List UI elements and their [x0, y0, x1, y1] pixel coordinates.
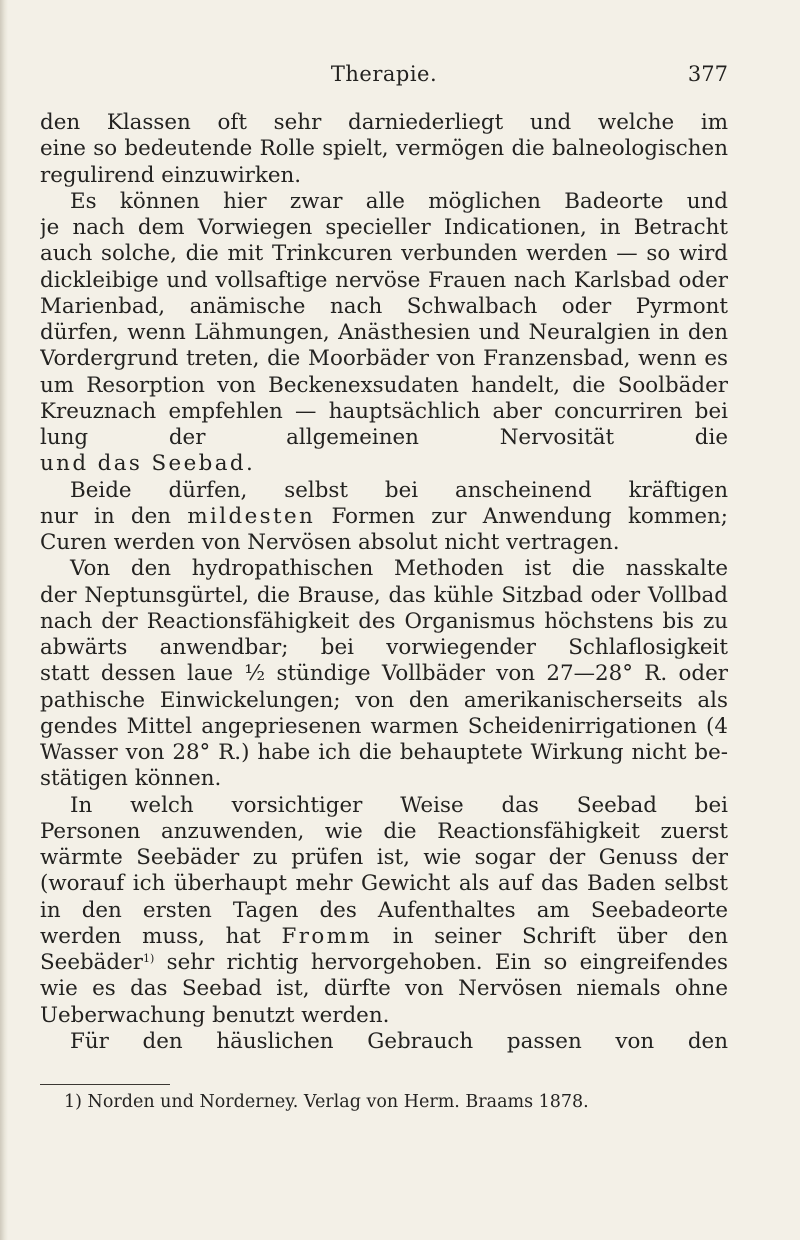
text-line: Beide dürfen, selbst bei anscheinend kräftigen: [70, 477, 728, 503]
text-segment: lung der allgemeinen Nervosität die: [40, 425, 728, 450]
text-line: der Neptunsgürtel, die Brause, das kühle Sitzbad oder Vollbad: [40, 582, 728, 608]
text-line: Curen werden von Nervösen absolut nicht vertragen.: [40, 530, 620, 555]
footnote-text: Norden und Norderney. Verlag von Herm. Braams 1878.: [87, 1092, 589, 1112]
footnote-ref: 1): [143, 952, 155, 965]
text-line: [40, 924, 728, 950]
emphasized-term: mildesten: [187, 503, 316, 529]
text-line: Es können hier zwar alle möglichen Badeorte und: [70, 188, 728, 214]
text-line: den Klassen oft sehr darniederliegt und welche im: [40, 110, 728, 135]
text-line: um Resorption von Beckenexsudaten handelt, die Soolbäder: [40, 372, 728, 398]
page-edge: [0, 0, 8, 1240]
text-line: regulirend einzuwirken.: [40, 162, 302, 188]
running-title: Therapie.: [330, 62, 438, 86]
body-text: [40, 110, 728, 1055]
text-line: pathische Einwickelungen; von den amerikanischerseits als: [40, 687, 728, 713]
text-line: je nach dem Vorwiegen specieller Indicationen, in Betracht: [40, 215, 728, 240]
text-segment: Seebäder: [40, 950, 143, 975]
text-line: In welch vorsichtiger Weise das Seebad bei: [70, 792, 728, 818]
text-line: (worauf ich überhaupt mehr Gewicht als auf das Baden selbst: [40, 871, 728, 897]
text-line: Marienbad, anämische nach Schwalbach oder Pyrmont: [40, 293, 728, 319]
text-line: Für den häuslichen Gebrauch passen von den: [70, 1028, 728, 1054]
text-line: [40, 504, 728, 530]
text-line: wie es das Seebad ist, dürfte von Nervösen niemals ohne: [40, 976, 728, 1002]
footnote-marker: 1): [64, 1092, 82, 1112]
footnote: [64, 1092, 589, 1112]
text-line: dickleibige und vollsaftige nervöse Frauen nach Karlsbad oder: [40, 267, 728, 293]
text-line: stätigen können.: [40, 766, 222, 792]
text-segment: Formen zur Anwendung kommen;: [331, 503, 728, 529]
text-line: Wasser von 28° R.) habe ich die behauptete Wirkung nicht be-: [40, 740, 728, 765]
text-line: [40, 425, 728, 451]
page-number: 377: [687, 62, 728, 86]
text-line: gendes Mittel angepriesenen warmen Scheidenirrigationen (4: [40, 713, 728, 739]
text-segment: in seiner Schrift über den: [392, 923, 728, 949]
text-line: in den ersten Tagen des Aufenthaltes am Seebadeorte: [40, 897, 728, 923]
text-line: [40, 950, 728, 976]
footnote-rule: [40, 1084, 170, 1085]
page-header: [40, 62, 728, 90]
text-line: auch solche, die mit Trinkcuren verbunden werden — so wird: [40, 241, 728, 267]
text-line: eine so bedeutende Rolle spielt, vermögen die balneologischen: [40, 136, 728, 162]
text-line: [40, 451, 728, 477]
text-line: Kreuznach empfehlen — hauptsächlich aber concurriren bei: [40, 398, 728, 424]
text-line: dürfen, wenn Lähmungen, Anästhesien und Neuralgien in den: [40, 320, 728, 345]
text-segment: sehr richtig hervorgehoben. Ein so eingreifendes: [166, 950, 728, 975]
text-line: wärmte Seebäder zu prüfen ist, wie sogar der Genuss der: [40, 845, 728, 870]
text-line: Ueberwachung benutzt werden.: [40, 1002, 390, 1028]
emphasized-name: Fromm: [281, 923, 373, 949]
emphasized-term: und das Seebad.: [40, 451, 256, 477]
text-line: nach der Reactionsfähigkeit des Organismus höchstens bis zu: [40, 608, 728, 634]
text-line: statt dessen laue ½ stündige Vollbäder von 27—28° R. oder: [40, 661, 728, 687]
text-line: Von den hydropathischen Methoden ist die nasskalte: [70, 556, 728, 582]
text-line: abwärts anwendbar; bei vorwiegender Schlaflosigkeit: [40, 635, 728, 660]
text-line: Vordergrund treten, die Moorbäder von Franzensbad, wenn es: [40, 346, 728, 372]
text-line: Personen anzuwenden, wie die Reactionsfähigkeit zuerst: [40, 818, 728, 844]
text-segment: werden muss, hat: [40, 923, 261, 949]
text-segment: nur in den: [40, 503, 172, 529]
